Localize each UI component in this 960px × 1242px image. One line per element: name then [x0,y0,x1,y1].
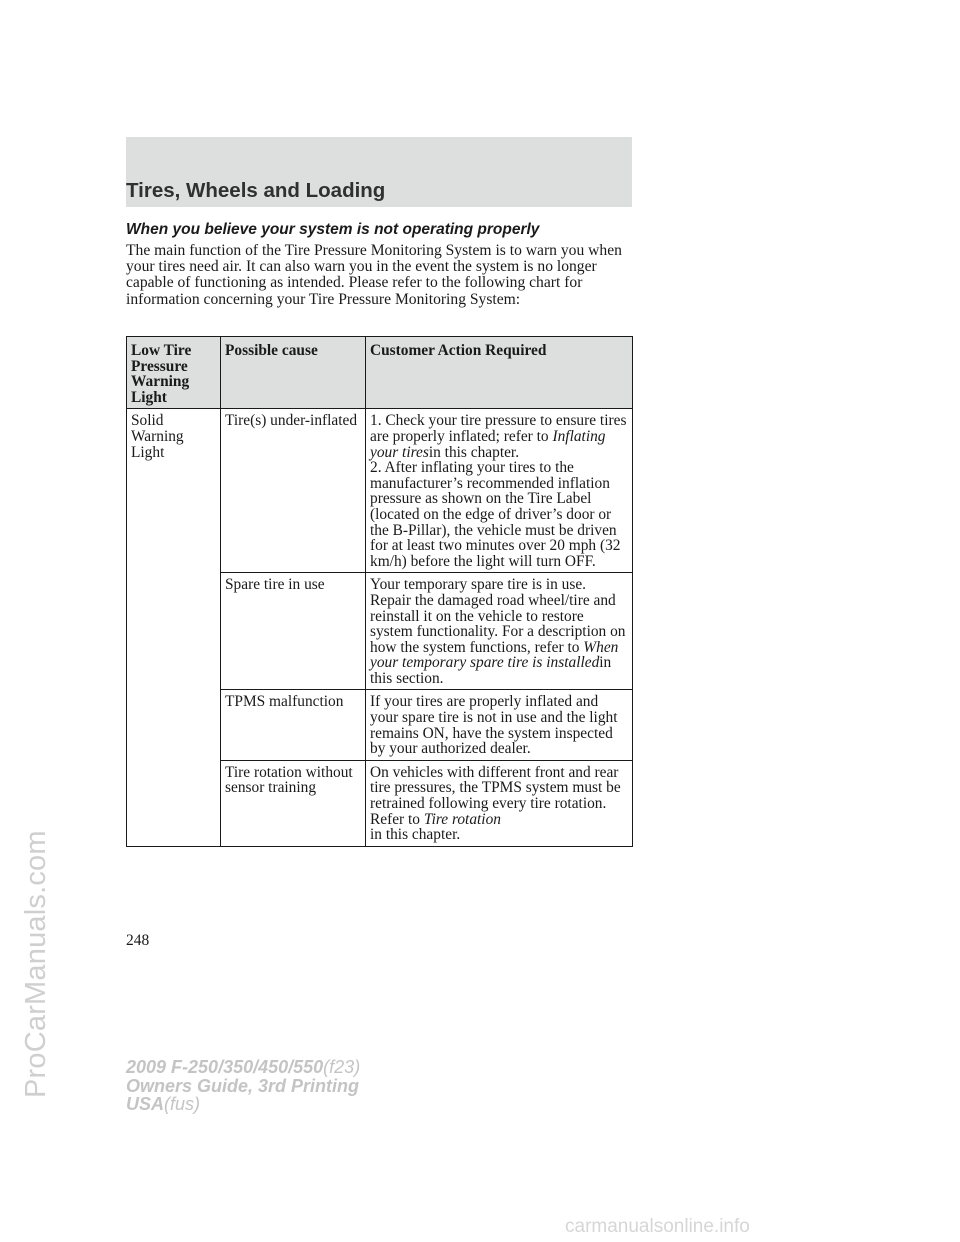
table-header-row [127,337,633,409]
footer-guide: Owners Guide, 3rd Printing [126,1075,360,1096]
cell-action [366,573,633,690]
header-warning-light: Low Tire Pressure Warning Light [127,337,221,409]
footer-model-code: (f23) [323,1057,361,1077]
footer-market: USA [126,1094,165,1114]
subheading: When you believe your system is not operating properly [126,221,540,238]
intro-paragraph: The main function of the Tire Pressure Monitoring System is to warn you when your tires need air. It can also warn you in the event the system is no longer capable of functioning as intended. Please refer to the following chart for information concerning your Tire Pressure Monitoring System: [126,242,622,308]
header-possible-cause: Possible cause [221,337,366,409]
cell-cause: Spare tire in use [221,573,366,690]
table-row [127,690,633,760]
footer-edition [126,1058,360,1114]
cell-cause: TPMS malfunction [221,690,366,760]
section-title: Tires, Wheels and Loading [126,179,386,202]
action-text: 1. Check your tire pressure to ensure tires are properly inflated; refer to [370,412,627,445]
watermark: ProCarManuals.com [20,830,52,1098]
tpms-chart [126,336,633,847]
reference-link: Inflating your tires [370,427,606,461]
action-text: in this chapter. [370,826,461,844]
footer-model: 2009 F-250/350/450/550 [126,1057,324,1077]
reference-link: Tire rotation [423,810,501,828]
page-number: 248 [126,932,150,949]
header-customer-action: Customer Action Required [366,337,633,409]
cell-action [366,760,633,846]
table-row [127,409,633,573]
cell-warning-light-empty [127,690,221,760]
table-row [127,760,633,846]
site-watermark: carmanualsonline.info [565,1216,750,1237]
cell-cause: Tire(s) under-inflated [221,409,366,573]
reference-link: When your temporary spare tire is installed [370,638,619,672]
cell-action: If your tires are properly inflated and your spare tire is not in use and the light remains ON, have the system inspected by your authorized dealer. [366,690,633,760]
action-text: in this section. [370,654,612,687]
cell-warning-light-empty [127,573,221,690]
footer-market-code: (fus) [164,1094,201,1114]
action-text: 2. After inflating your tires to the manufacturer’s recommended inflation pressure as shown on the Tire Label (located on the edge of driver’s door or the B-Pillar), the vehicle must be driven for at least two minutes over 20 mph (32 km/h) before the light will turn OFF. [370,459,621,570]
cell-cause: Tire rotation without sensor training [221,760,366,846]
cell-warning-light-empty [127,760,221,846]
cell-warning-light: Solid Warning Light [127,409,221,573]
action-text: in this chapter. [428,443,520,461]
cell-action [366,409,633,573]
table-row [127,573,633,690]
action-text: On vehicles with different front and rear tire pressures, the TPMS system must be retrained following every tire rotation. Refer to [370,763,621,828]
action-text: Your temporary spare tire is in use. Repair the damaged road wheel/tire and reinstall it on the vehicle to restore system functionality. For a description on how the system functions, refer to [370,576,626,656]
